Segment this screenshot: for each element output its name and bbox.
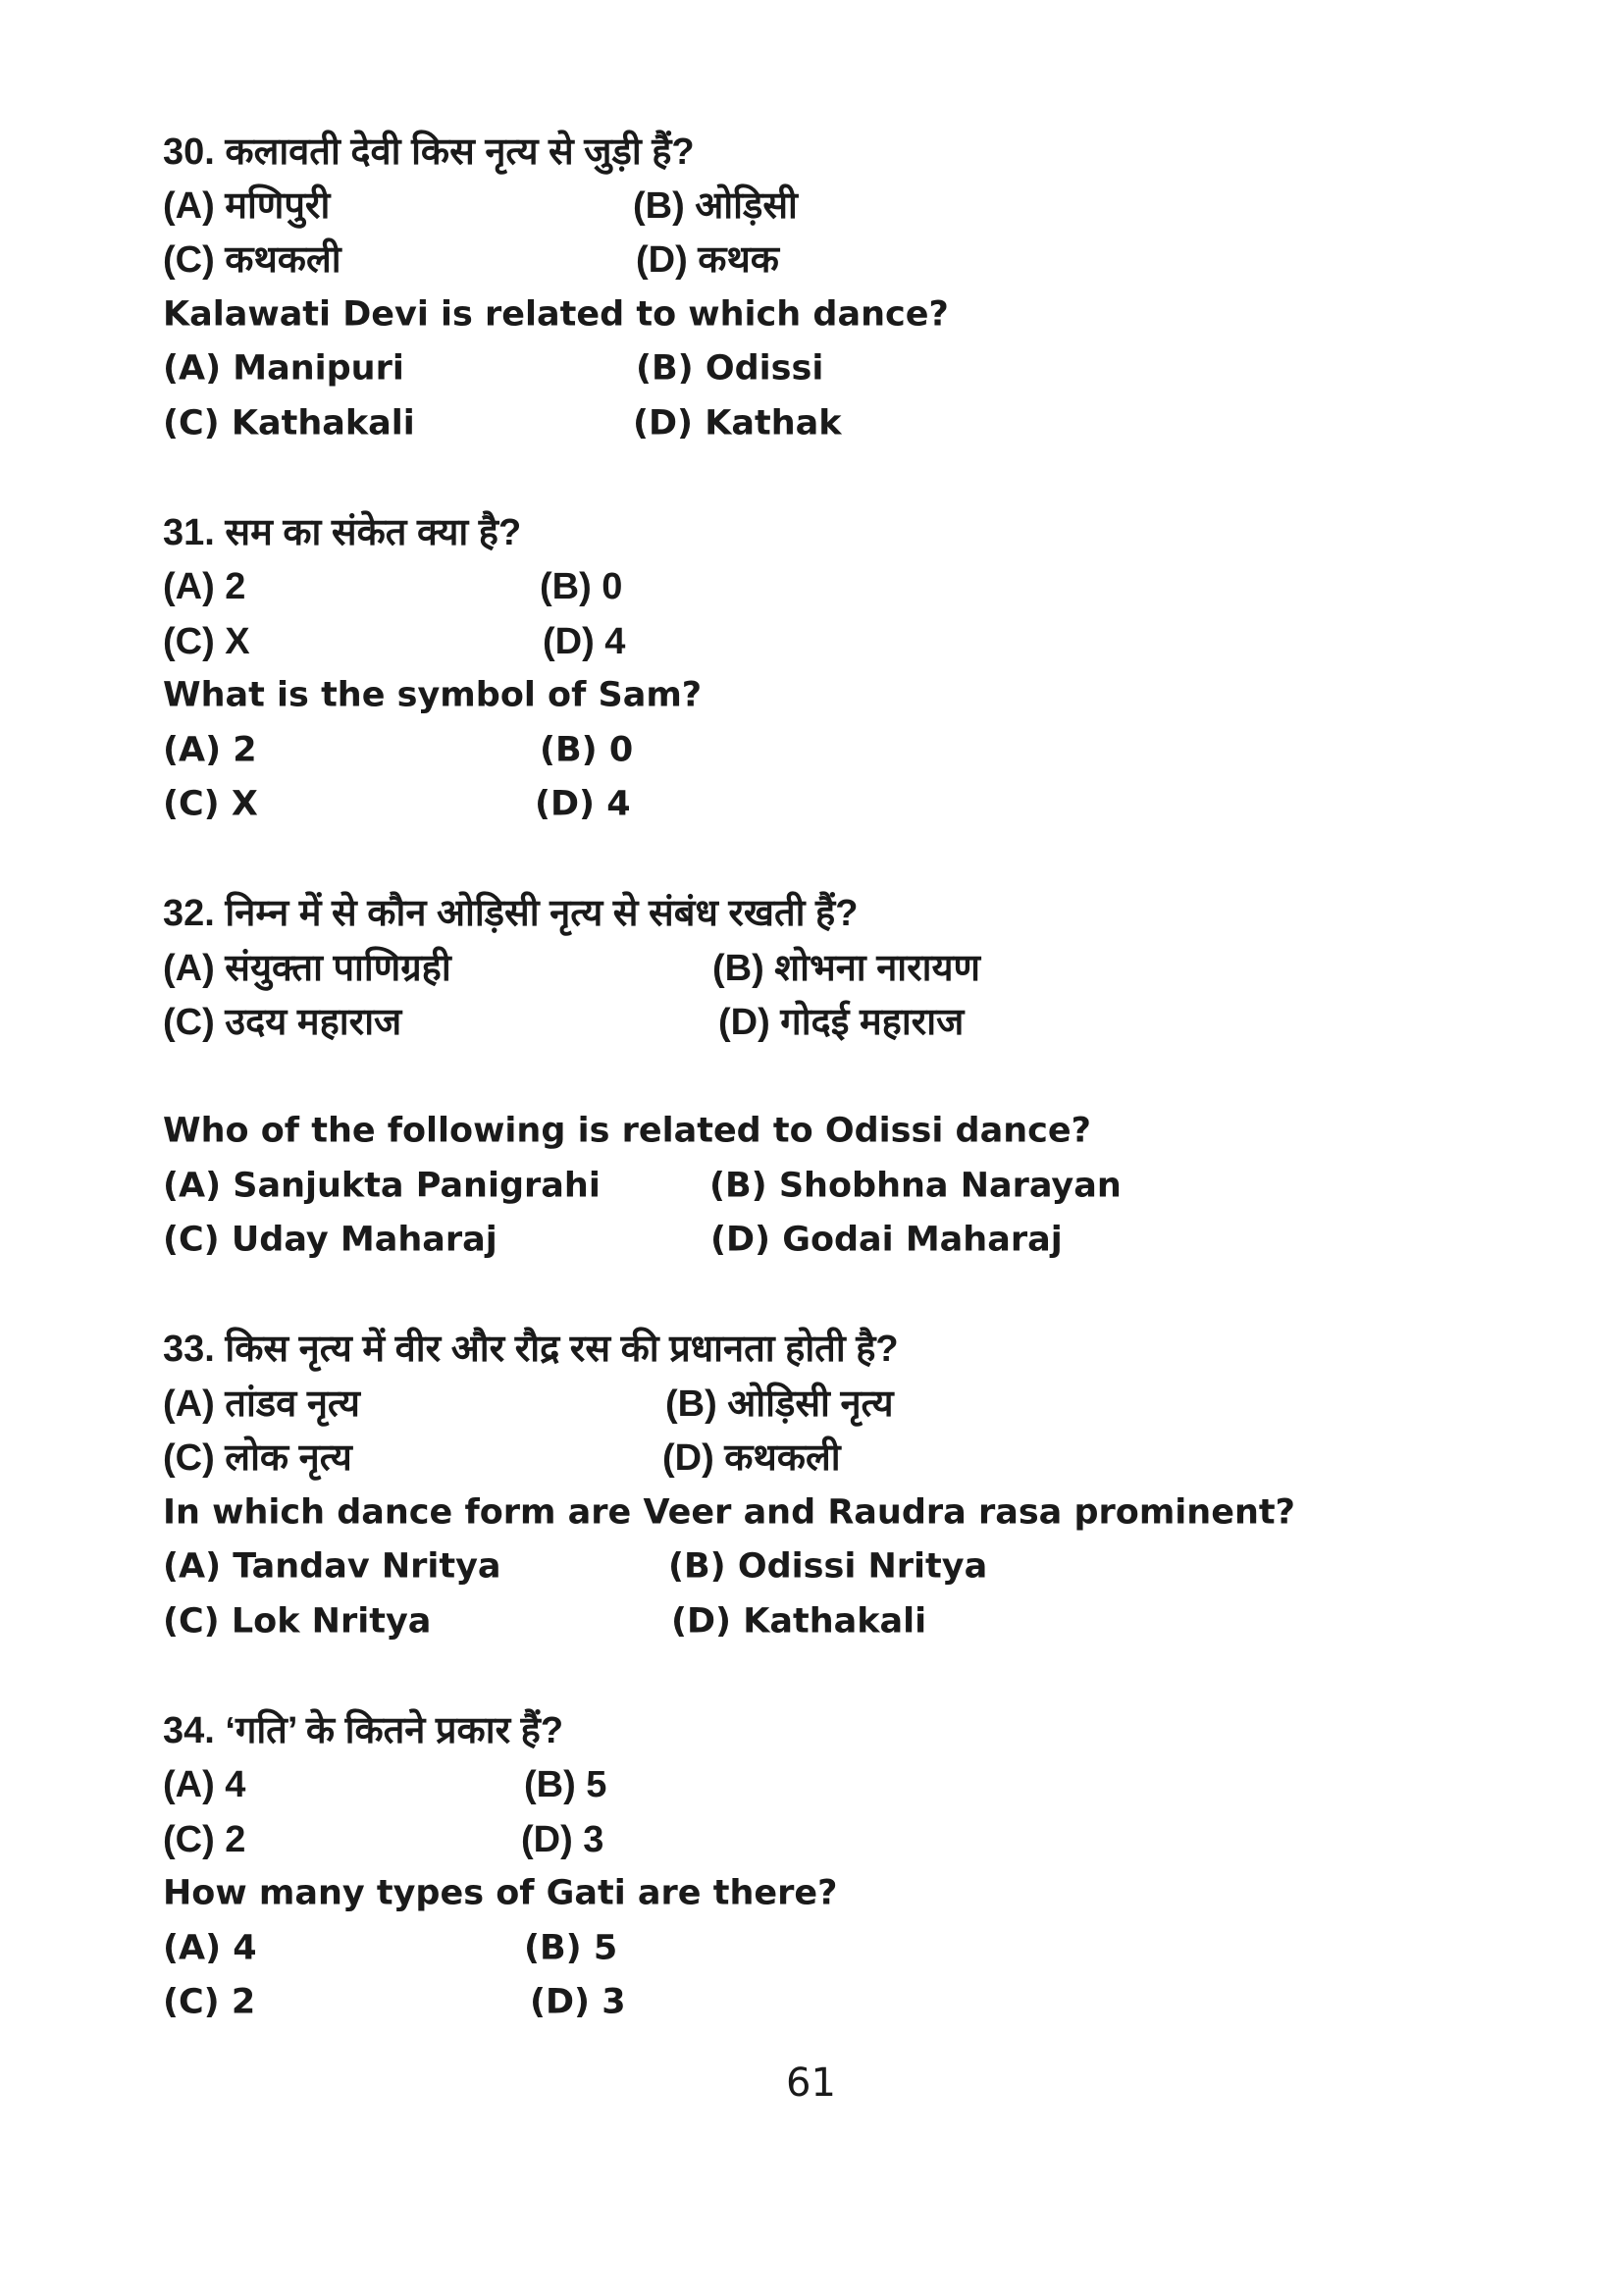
question-31-english-option-b: (B) 0 bbox=[540, 730, 634, 770]
question-32-english-option-a: (A) Sanjukta Panigrahi bbox=[163, 1166, 601, 1206]
question-31-hindi-option-c: (C) X bbox=[163, 621, 250, 662]
question-30-english-option-b: (B) Odissi bbox=[636, 348, 824, 389]
question-31-hindi-option-d: (D) 4 bbox=[543, 621, 626, 662]
question-34-english-option-a: (A) 4 bbox=[163, 1928, 257, 1968]
question-33-hindi: 33. किस नृत्य में वीर और रौद्र रस की प्रधानता होती है? bbox=[163, 1329, 899, 1370]
question-32-hindi-option-b: (B) शोभना नारायण bbox=[712, 948, 981, 989]
question-31-english-option-d: (D) 4 bbox=[535, 784, 631, 824]
question-31-english-option-a: (A) 2 bbox=[163, 730, 257, 770]
question-34-english-option-d: (D) 3 bbox=[530, 1982, 626, 2022]
question-34-hindi-option-d: (D) 3 bbox=[521, 1819, 604, 1860]
question-30-english: Kalawati Devi is related to which dance? bbox=[163, 294, 949, 335]
question-33-hindi-option-d: (D) कथकली bbox=[662, 1437, 841, 1479]
question-32-hindi-option-d: (D) गोदई महाराज bbox=[718, 1002, 965, 1043]
question-32-english-option-c: (C) Uday Maharaj bbox=[163, 1220, 497, 1260]
question-30-hindi: 30. कलावती देवी किस नृत्य से जुड़ी हैं? bbox=[163, 131, 695, 173]
question-32-hindi-option-a: (A) संयुक्ता पाणिग्रही bbox=[163, 948, 451, 989]
question-31-english: What is the symbol of Sam? bbox=[163, 675, 703, 715]
question-31-hindi-option-b: (B) 0 bbox=[540, 566, 623, 607]
question-33-english-option-d: (D) Kathakali bbox=[671, 1601, 927, 1642]
question-32-english-option-b: (B) Shobhna Narayan bbox=[709, 1166, 1122, 1206]
question-34-hindi: 34. ‘गति’ के कितने प्रकार हैं? bbox=[163, 1710, 564, 1751]
question-30-hindi-option-c: (C) कथकली bbox=[163, 239, 341, 281]
question-30-hindi-option-b: (B) ओड़िसी bbox=[633, 185, 798, 227]
page-number: 61 bbox=[786, 2061, 836, 2106]
question-31-hindi-option-a: (A) 2 bbox=[163, 566, 246, 607]
question-30-english-option-c: (C) Kathakali bbox=[163, 403, 415, 444]
question-32-hindi: 32. निम्न में से कौन ओड़िसी नृत्य से संबंध रखती हैं? bbox=[163, 893, 859, 934]
question-32-hindi-option-c: (C) उदय महाराज bbox=[163, 1002, 402, 1043]
question-34-hindi-option-c: (C) 2 bbox=[163, 1819, 246, 1860]
question-33-english-option-b: (B) Odissi Nritya bbox=[668, 1546, 988, 1587]
question-34-english-option-b: (B) 5 bbox=[524, 1928, 618, 1968]
question-34-english: How many types of Gati are there? bbox=[163, 1873, 838, 1913]
question-33-english: In which dance form are Veer and Raudra rasa prominent? bbox=[163, 1492, 1295, 1533]
question-33-english-option-a: (A) Tandav Nritya bbox=[163, 1546, 501, 1587]
question-31-english-option-c: (C) X bbox=[163, 784, 258, 824]
question-33-hindi-option-c: (C) लोक नृत्य bbox=[163, 1437, 352, 1479]
question-34-hindi-option-b: (B) 5 bbox=[524, 1764, 607, 1805]
question-34-english-option-c: (C) 2 bbox=[163, 1982, 256, 2022]
question-31-hindi: 31. सम का संकेत क्या है? bbox=[163, 512, 522, 553]
question-30-hindi-option-a: (A) मणिपुरी bbox=[163, 185, 331, 227]
question-30-hindi-option-d: (D) कथक bbox=[636, 239, 779, 281]
question-32-english-option-d: (D) Godai Maharaj bbox=[710, 1220, 1063, 1260]
question-32-english: Who of the following is related to Odissi dance? bbox=[163, 1111, 1091, 1151]
question-30-english-option-d: (D) Kathak bbox=[633, 403, 842, 444]
question-30-english-option-a: (A) Manipuri bbox=[163, 348, 404, 389]
question-33-english-option-c: (C) Lok Nritya bbox=[163, 1601, 432, 1642]
question-33-hindi-option-b: (B) ओड़िसी नृत्य bbox=[665, 1383, 894, 1425]
question-34-hindi-option-a: (A) 4 bbox=[163, 1764, 246, 1805]
question-33-hindi-option-a: (A) तांडव नृत्य bbox=[163, 1383, 360, 1425]
